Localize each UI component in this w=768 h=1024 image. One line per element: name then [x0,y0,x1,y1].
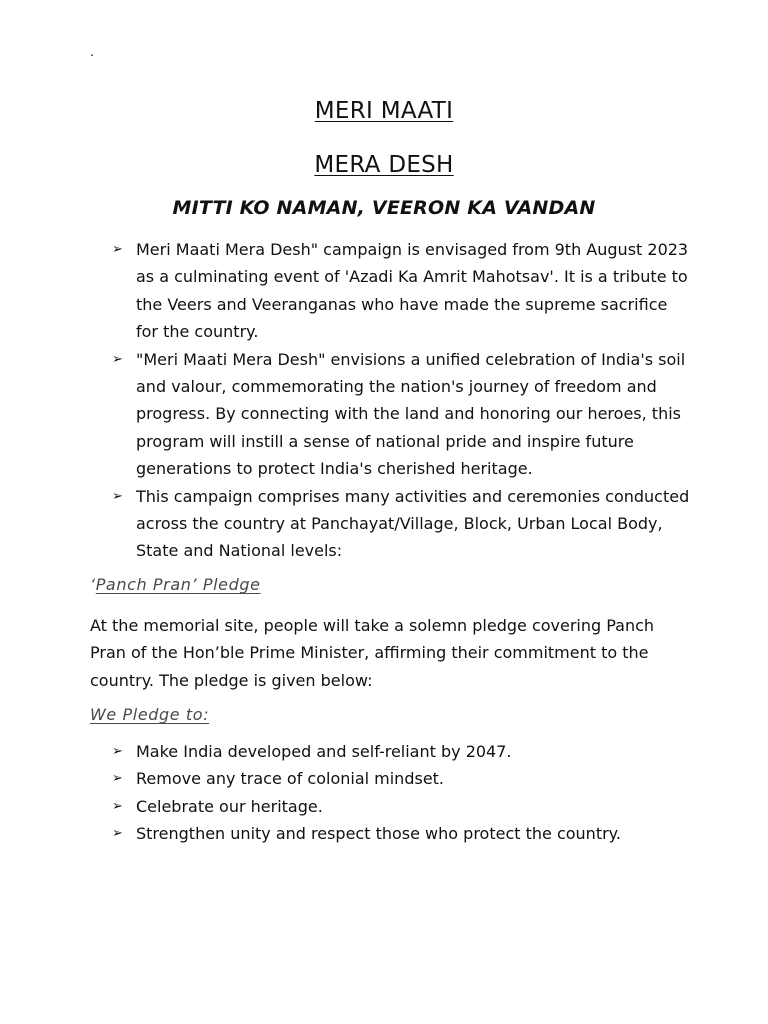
arrow-bullet-icon: ➢ [112,488,123,504]
arrow-bullet-icon: ➢ [112,351,123,367]
opening-quote: ‘ [90,575,96,594]
list-item-text: Celebrate our heritage. [136,796,323,816]
list-item [90,236,690,346]
pledge-paragraph: At the memorial site, people will take a solemn pledge covering Panch Pran of the Hon’ble Prime Minister, affirming their commitment to the country. The pledge is given below: [90,616,655,690]
list-item-text: Meri Maati Mera Desh" campaign is envisaged from 9th August 2023 as a culminating event of 'Azadi Ka Amrit Mahotsav'. It is a tribute to the Veers and Veeranganas who have made the supreme sacrifice for the country. [136,240,689,342]
page-title-line-2: MERA DESH [314,152,454,178]
list-item [90,738,690,765]
panch-pran-heading [90,575,261,594]
list-item-text: Make India developed and self-reliant by 2047. [136,742,512,761]
arrow-bullet-icon: ➢ [112,798,123,814]
list-item [90,820,690,847]
list-item [90,346,690,483]
list-item-text: This campaign comprises many activities and ceremonies conducted across the country at Panchayat/Village, Block, Urban Local Body, State and National levels: [136,486,690,561]
arrow-bullet-icon: ➢ [112,771,123,787]
intro-bullet-list [90,236,690,565]
arrow-bullet-icon: ➢ [112,826,123,842]
we-pledge-heading: We Pledge to: [90,705,210,724]
list-item [90,793,690,820]
list-item [90,483,690,565]
panch-pran-heading-text: Panch Pran’ Pledge [95,575,261,594]
stray-dot: . [90,45,94,59]
list-item [90,765,690,792]
page-title-line-1: MERI MAATI [314,98,454,124]
list-item-text: "Meri Maati Mera Desh" envisions a unified celebration of India's soil and valour, commemorating the nation's journey of freedom and progress. By connecting with the land and honoring our heroes, this program will instill a sense of national pride and inspire future generations to protect India's cherished heritage. [136,349,686,479]
arrow-bullet-icon: ➢ [112,242,123,257]
page-subtitle: MITTI KO NAMAN, VEERON KA VANDAN [172,197,596,219]
arrow-bullet-icon: ➢ [112,744,123,759]
list-item-text: Strengthen unity and respect those who protect the country. [136,824,621,844]
pledge-bullet-list [90,738,690,848]
list-item-text: Remove any trace of colonial mindset. [136,769,445,789]
